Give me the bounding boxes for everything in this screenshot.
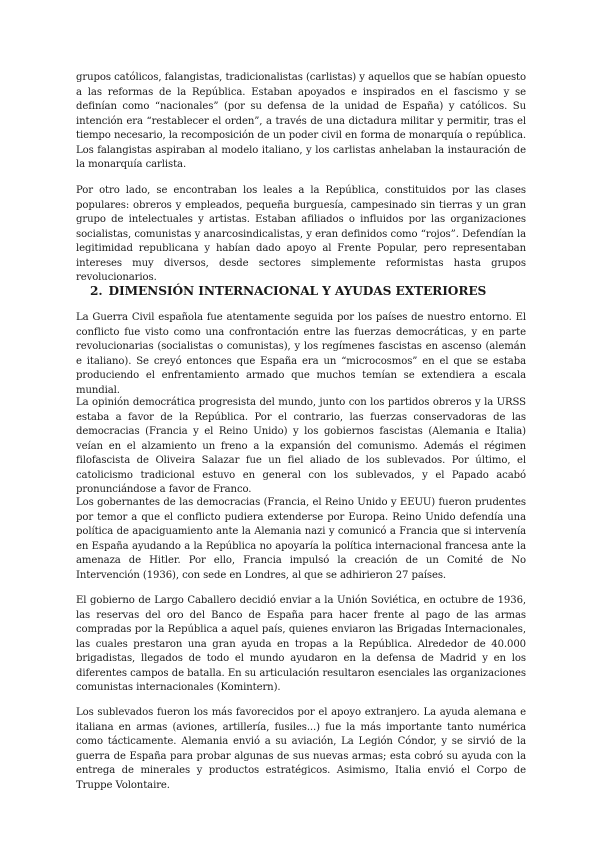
paragraph-axis-aid: Los sublevados fueron los más favorecidos por el apoyo extranjero. La ayuda alemana e italiana en armas (aviones, artillería, fusiles...) fue la más importante tanto numérica como tácticamente. Alemania envió a su aviación, La Legión Cóndor, y se sirvió de la guerra de España para probar algunas de sus nuevas armas; esta cobró su ayuda con la entrega de minerales y productos estratégicos. Asimismo, Italia envió el Corpo de Truppe Volontaire. xyxy=(76,707,526,791)
paragraph-nationalists-composition: grupos católicos, falangistas, tradicionalistas (carlistas) y aquellos que se habían opuesto a las reformas de la República. Estaban apoyados e inspirados en el fascismo y se definían como “nacionales” (por su defensa de la unidad de España) y católicos. Su intención era “restablecer el orden”, a través de una dictadura militar y permitir, tras el tiempo necesario, la recomposición de un poder civil en forma de monarquía o república. Los falangistas aspiraban al modelo italiano, y los carlistas anhelaban la instauración de la monarquía carlista. xyxy=(76,72,526,170)
paragraph-non-intervention: Los gobernantes de las democracias (Francia, el Reino Unido y EEUU) fueron prudentes por temor a que el conflicto pudiera extenderse por Europa. Reino Unido defendía una política de apaciguamiento ante la Alemania nazi y comunicó a Francia que si intervenía en España ayudando a la República no apoyaría la política internacional francesa ante la amenaza de Hitler. Por ello, Francia impulsó la creación de un Comité de No Intervención (1936), con sede en Londres, al que se adhirieron 27 países. xyxy=(76,497,526,581)
section-heading xyxy=(90,283,530,299)
paragraph-international-context: La Guerra Civil española fue atentamente seguida por los países de nuestro entorno. El conflicto fue visto como una confrontación entre las fuerzas democráticas, y en parte revolucionarias (socialistas o comunistas), y los regímenes fascistas en ascenso (alemán e italiano). Se creyó entonces que España era un “microcosmos” en el que se estaba produciendo el enfrentamiento armado que muchos temían se extendiera a escala mundial. xyxy=(76,312,526,396)
paragraph-soviet-aid: El gobierno de Largo Caballero decidió enviar a la Unión Soviética, en octubre de 1936, las reservas del oro del Banco de España para hacer frente al pago de las armas compradas por la República a aquel país, quienes enviaron las Brigadas Internacionales, las cuales prestaron una gran ayuda en tropas a la República. Alrededor de 40.000 brigadistas, llegados de todo el mundo ayudaron en la defensa de Madrid y en los diferentes campos de batalla. En su articulación resultaron esenciales las organizaciones comunistas internacionales (Komintern). xyxy=(76,595,526,693)
section-title: DIMENSIÓN INTERNACIONAL Y AYUDAS EXTERIORES xyxy=(108,284,487,298)
paragraph-republican-loyalists: Por otro lado, se encontraban los leales a la República, constituidos por las clases populares: obreros y empleados, pequeña burguesía, campesinado sin tierras y un gran grupo de intelectuales y artistas. Estaban afiliados o influidos por las organizaciones socialistas, comunistas y anarcosindicalistas, y eran definidos como “rojos”. Defendían la legitimidad republicana y habían dado apoyo al Frente Popular, pero representaban intereses muy diversos, desde sectores simplemente reformistas hasta grupos revolucionarios. xyxy=(76,185,526,283)
paragraph-world-opinion: La opinión democrática progresista del mundo, junto con los partidos obreros y la URSS estaba a favor de la República. Por el contrario, las fuerzas conservadoras de las democracias (Francia y el Reino Unido) y los gobiernos fascistas (Alemania e Italia) veían en el alzamiento un freno a la expansión del comunismo. Además el régimen filofascista de Oliveira Salazar fue un fiel aliado de los sublevados. Por último, el catolicismo tradicional estuvo en general con los sublevados, y el Papado acabó pronunciándose a favor de Franco. xyxy=(76,397,526,495)
section-number: 2. xyxy=(90,284,103,298)
